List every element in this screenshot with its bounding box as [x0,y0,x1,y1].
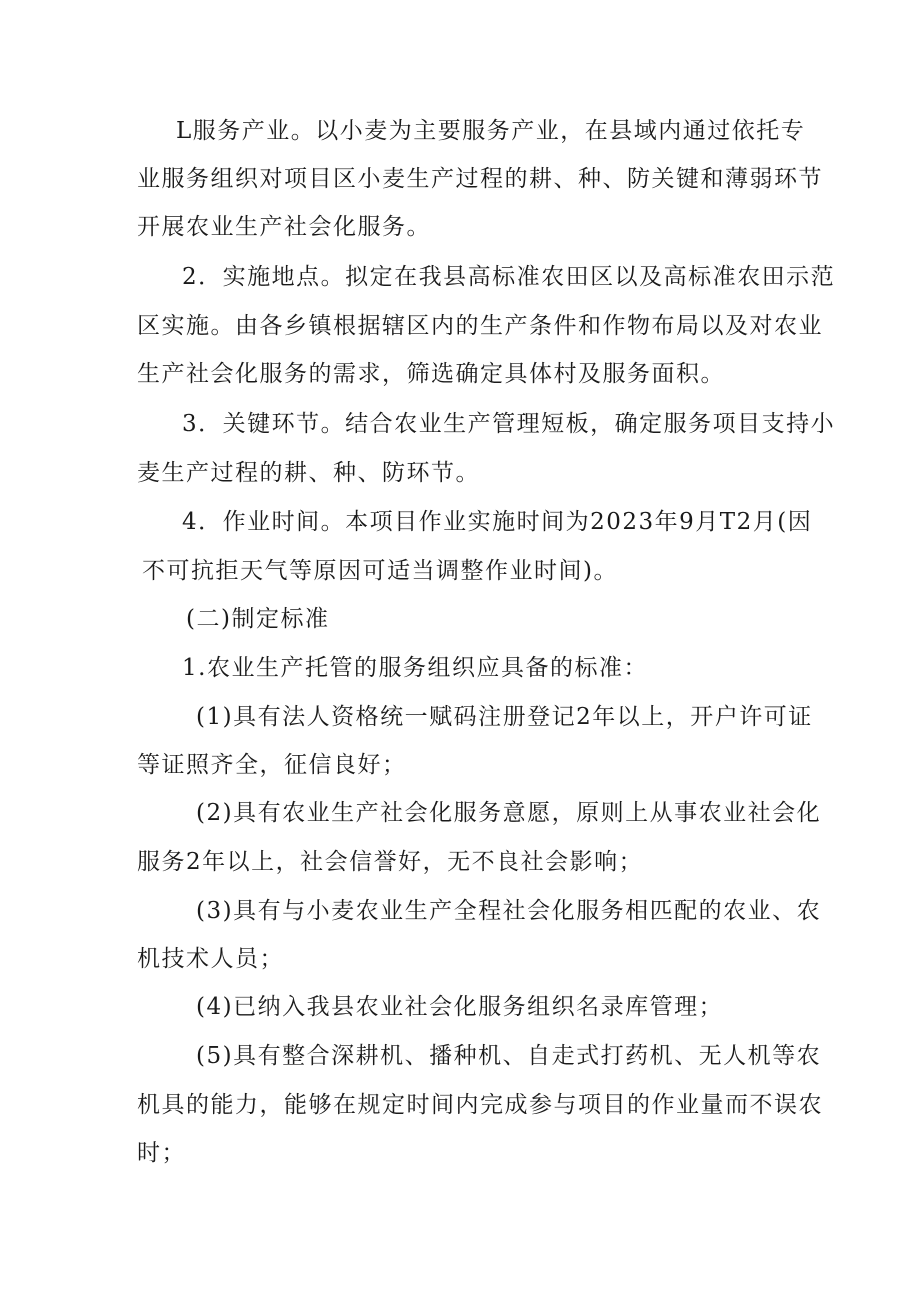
text-line: 时； [137,1140,186,1166]
text-line: L服务产业。以小麦为主要服务产业，在县域内通过依托专 [176,118,806,144]
text-line: (5)具有整合深耕机、播种机、自走式打药机、无人机等农 [196,1043,822,1069]
text-line: 不可抗拒天气等原因可适当调整作业时间)。 [142,558,618,584]
text-line: 4．作业时间。本项目作业实施时间为2023年9月T2月(因 [182,509,813,535]
text-line: 等证照齐全，征信良好； [137,752,407,778]
text-line: (1)具有法人资格统一赋码注册登记2年以上，开户许可证 [196,704,813,730]
text-line: (3)具有与小麦农业生产全程社会化服务相匹配的农业、农 [196,898,822,924]
text-line: 业服务组织对项目区小麦生产过程的耕、种、防关键和薄弱环节 [137,166,823,192]
text-line: (4)已纳入我县农业社会化服务组织名录库管理； [196,994,724,1020]
text-line: 3．关键环节。结合农业生产管理短板，确定服务项目支持小 [182,411,836,437]
text-line: 区实施。由各乡镇根据辖区内的生产条件和作物布局以及对农业 [137,313,823,339]
text-line: 麦生产过程的耕、种、防环节。 [137,460,480,486]
text-line: 机具的能力，能够在规定时间内完成参与项目的作业量而不误农 [137,1092,823,1118]
text-line: (2)具有农业生产社会化服务意愿，原则上从事农业社会化 [196,800,822,826]
text-line: 1.农业生产托管的服务组织应具备的标准： [182,655,648,681]
text-line: 服务2年以上，社会信誉好，无不良社会影响； [137,849,644,875]
text-line: 2．实施地点。拟定在我县高标准农田区以及高标准农田示范 [182,264,836,290]
text-line: 机技术人员； [137,946,284,972]
section-heading: (二)制定标准 [186,606,330,632]
text-line: 开展农业生产社会化服务。 [137,214,431,240]
text-line: 生产社会化服务的需求，筛选确定具体村及服务面积。 [137,361,725,387]
